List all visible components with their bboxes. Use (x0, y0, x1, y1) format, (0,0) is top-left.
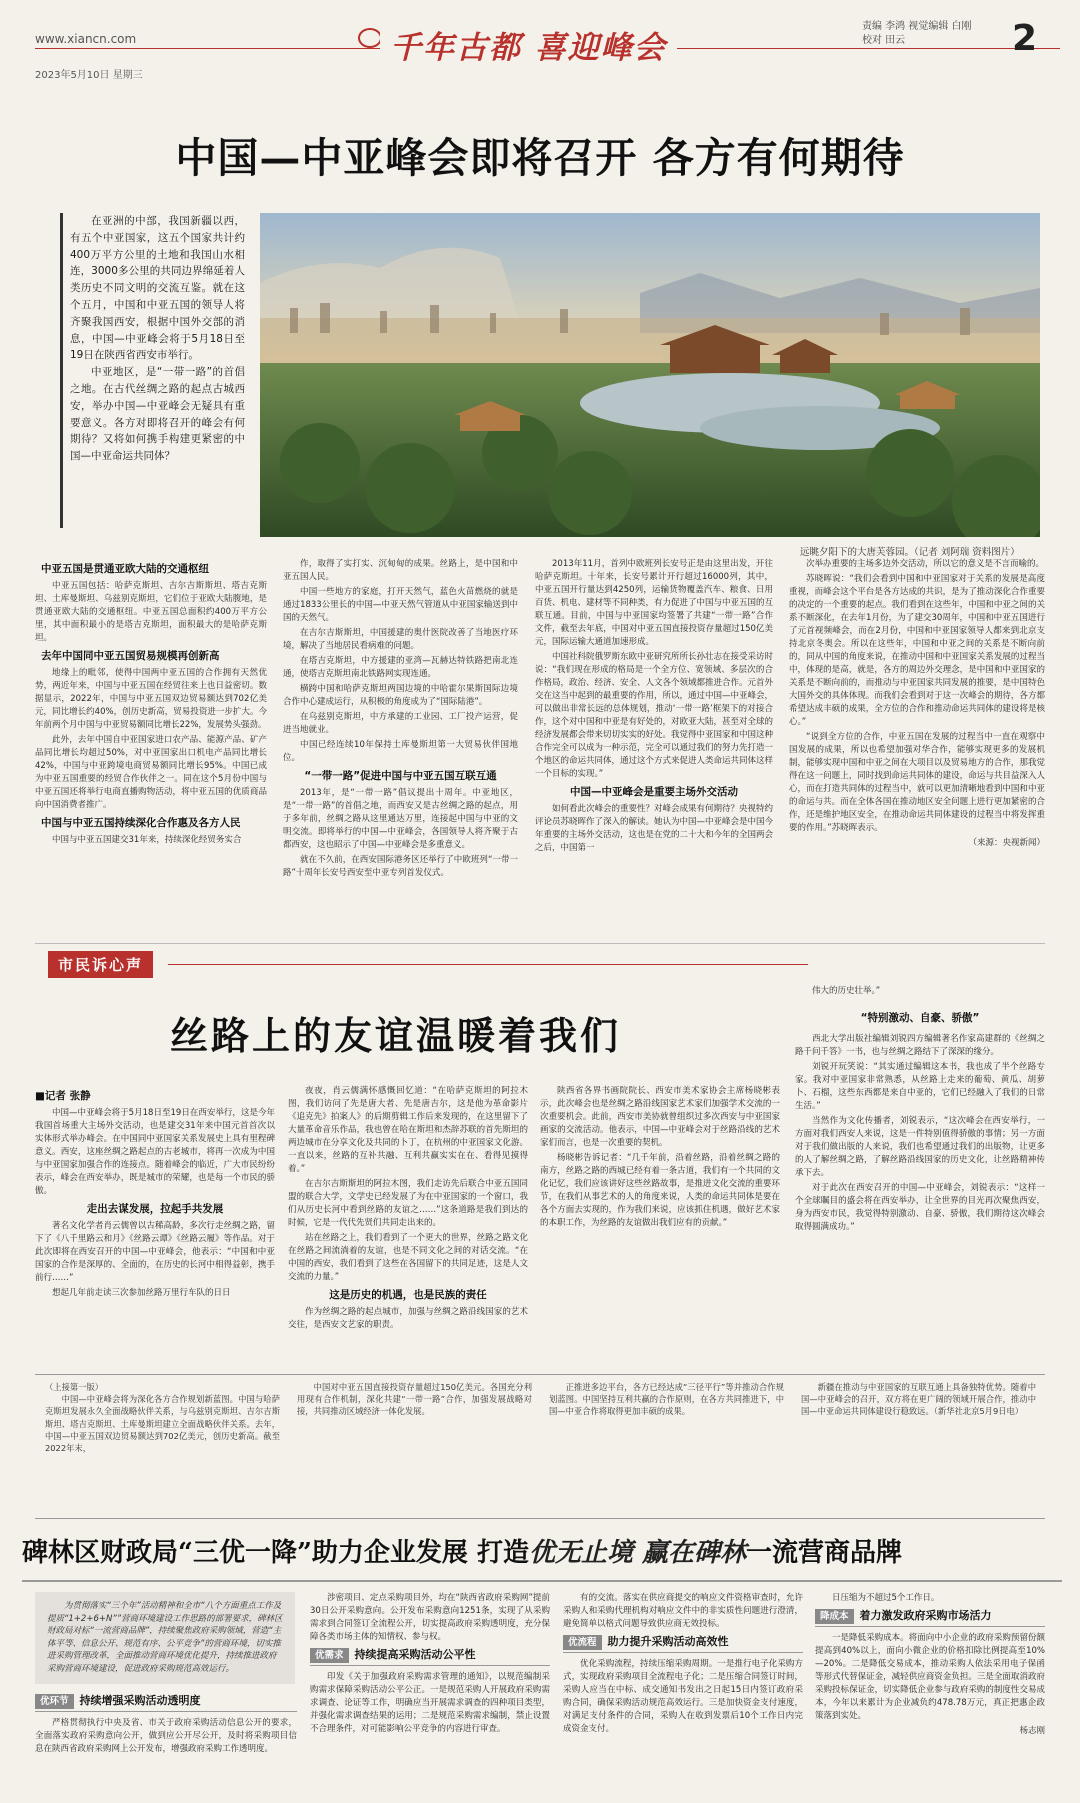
subheading: 中亚五国是贯通亚欧大陆的交通枢纽 (41, 563, 209, 575)
paragraph: 作为丝绸之路的起点城市，加强与丝绸之路沿线国家的艺术交往，是西安文艺家的职责。 (288, 1307, 528, 1330)
subheading: 中国与中亚五国持续深化合作惠及各方人民 (41, 817, 241, 829)
lead-column-2 (283, 558, 518, 936)
site-url[interactable]: www.xiancn.com (35, 32, 137, 46)
paragraph: 此外，去年中国自中亚国家进口农产品、能源产品、矿产品同比增长均超过50%，对中亚国家出口机电产品同比增长42%，中国与中亚跨境电商贸易额同比增长95%。中国已成为中亚五国重要的经贸合作伙伴之一。同在这个5月份中国与中亚五国还将举行电商直播购物活动，将中亚五国的优质商品向中国消费者推广。 (35, 735, 267, 810)
continuation-column-3 (549, 1381, 784, 1511)
paragraph: 在乌兹别克斯坦，中方承建的工业园、工厂投产运营，促进当地就业。 (283, 712, 518, 735)
ad-column-2 (310, 1592, 550, 1800)
ad-subheading (815, 1609, 1045, 1627)
paragraph: 涉密项目、定点采购项目外，均在“陕西省政府采购网”提前30日公开采购意向。公开发布采购意向1251条，实现了从采购需求到合同签订全流程公开，切实提高政府采购透明度，充分保障各类市场主体的知情权、参与权。 (310, 1593, 550, 1642)
subheading: 中国—中亚峰会是重要主场外交活动 (570, 786, 738, 798)
paragraph: 日压缩为不超过5个工作日。 (832, 1593, 940, 1603)
voices-column-2 (288, 1085, 528, 1367)
ad-tag: 优需求 (310, 1648, 349, 1663)
paragraph: 苏晓晖说：“我们会看到中国和中亚国家对于关系的发展是高度重视，而峰会这个平台是各方达成的共识，是为了推动深化合作重要的决定的一个重要的起点。我们看到在这些年，中国和中亚之间的关系不断深化，在去年1月份，为了建交30周年，中国和中亚五国进行了元首视频峰会，而在2月份，中国和中亚国家领导人都来到北京支持北京冬奥会。所以在这些年，中国和中亚之间的关系是不断向前的，同从中国的角度来说，在推动中国和中亚国家关系发展的过程当中，体现的是高，就是，各方的周边外交理念，是中国和中亚国家的关系是不断向前的，而推动与中亚国家共同发展的推要，是中国特色大国外交的具体体现。而我们会看到对于这一次峰会的期待，各方都希望达成丰硕的成果，全方位的合作和推动命运共同体的建设将是核心。” (789, 574, 1045, 727)
continuation-block (35, 1374, 1045, 1519)
paragraph: 就在不久前，在西安国际港务区还举行了中欧班列“一带一路”十周年长安号西安至中亚专列首发仪式。 (283, 855, 518, 878)
intro-paragraph: 为贯彻落实“三个年”活动精神和全市“八个方面重点工作及提质“1+2+6+N””营商环境建设工作思路的部署要求，碑林区财政局对标“一流营商品牌”，持续聚焦政府采购领域，营造“主体平等、信息公开、规范有序、公平竞争”的营商环境，切实推进采购管理改革，全面推动营商环境优化提升，持续推进政府采购营商环境建设，促进政府采购规范高效运行。 (47, 1601, 283, 1674)
ad-tag: 优环节 (35, 1694, 74, 1709)
photo-caption: 远眺夕阳下的大唐芙蓉园。（记者 刘阿瑞 资料图片） (800, 547, 1020, 558)
ad-tag-title: 持续增强采购活动透明度 (79, 1694, 201, 1707)
paragraph: 印发《关于加强政府采购需求管理的通知》，以规范编制采购需求保障采购活动公平公正。一是规范采购人开展政府采购需求调查、论证等工作，明确应当开展需求调查的四种项目类型，并强化需求调查结果的运用；二是规范采购需求编制，禁止设置不合理条件，对可能影响公平竞争的内容进行审查。 (310, 1672, 550, 1734)
paragraph: 新疆在推动与中亚国家的互联互通上具备独特优势。随着中国—中亚峰会的召开，双方将在更广阔的领域开展合作，推动中国—中亚命运共同体建设行稳致远。（新华社北京5月9日电） (801, 1382, 1036, 1417)
editor-credits: 责编 李鸿 视觉编辑 白刚 校对 田云 (862, 21, 972, 46)
lead-headline: 中国—中亚峰会即将召开 各方有何期待 (175, 134, 905, 182)
ad-headline-part: 碑林区财政局“三优一降”助力企业发展 打造 (22, 1538, 529, 1568)
intro-paragraph: 中亚地区，是“一带一路”的首倡之地。在古代丝绸之路的起点古城西安，举办中国—中亚峰会无疑具有重要意义。各方对即将召开的峰会有何期待？又将如何携手构建更紧密的中国—中亚命运共同体？ (70, 366, 245, 463)
ad-tag-title: 着力激发政府采购市场活力 (859, 1609, 992, 1622)
subheading: “一带一路”促进中国与中亚五国互联互通 (304, 770, 497, 782)
paragraph: 优化采购流程，持续压缩采购周期。一是推行电子化采购方式，实现政府采购项目全流程电子化；二是压缩合同签订时间，采购人应当在中标、成交通知书发出之日起15日内签订政府采购合同，确保采购活动规范高效运行。三是加快资金支付速度，对满足支付条件的合同，采购人在收到发票后10个工作日内完成资金支付。 (563, 1659, 803, 1734)
paragraph: 中国—中亚峰会将为深化各方合作规划新蓝图。中国与哈萨克斯坦发展永久全面战略伙伴关系，与乌兹别克斯坦、吉尔吉斯斯坦、塔吉克斯坦、土库曼斯坦建立全面战略伙伴关系。去年，中国—中亚五国双边贸易额达到702亿美元，创历史新高。截至2022年末， (45, 1394, 280, 1454)
intro-paragraph: 在亚洲的中部，我国新疆以西，有五个中亚国家，这五个国家共计约400万平方公里的土地和我国山水相连，3000多公里的共同边界绵延着人类历史不同文明的交流互鉴。就在这个五月，中国和中亚五国的领导人将齐聚我国西安，根据中国外交部的消息，中国—中亚峰会将于5月18日至19日在陕西省西安市举行。 (70, 215, 245, 362)
lead-column-4 (789, 558, 1045, 936)
paragraph: 陕西省各界书画院院长、西安市美术家协会主席杨晓彬表示，此次峰会也是丝绸之路沿线国家艺术家们加强学术交流的一次重要机会。此前，西安市美协就曾组织过多次西安与中亚国家画家的交流活动。他表示，中国—中亚峰会对于丝路沿线的艺术家们而言，也是一次重要的契机。 (540, 1086, 780, 1148)
ad-intro-box (35, 1592, 295, 1684)
voices-column-4 (795, 985, 1045, 1367)
paragraph: 严格贯彻执行中央及省、市关于政府采购活动信息公开的要求，全面落实政府采购意向公开，做到应公开尽公开，及时将采购项目信息在陕西省政府采购网上公开发布，增强政府采购工作透明度。 (35, 1718, 297, 1754)
subheading: 去年中国同中亚五国贸易规模再创新高 (41, 650, 220, 662)
lead-photo (260, 213, 1040, 537)
page-number: 2 (1012, 18, 1038, 59)
section-tag: 市民诉心声 (48, 951, 153, 978)
paragraph: 想起几年前走读三次参加丝路万里行车队的日日 (52, 1288, 231, 1298)
subheading: 走出去谋发展，拉起手共发展 (86, 1203, 224, 1215)
paragraph: 2013年11月，首列中欧班列长安号正是由这里出发，开往哈萨克斯坦。十年来，长安号累计开行超过16000列，其中，中亚五国开行量达到4250列，运输货物覆盖汽车、粮食、日用百货、机电、建材等不同种类，有力促进了中国与中亚五国的互联互通。目前，中国与中亚国家均签署了共建“一带一路”合作文件，截至去年底，中国对中亚五国直接投资存量超过150亿美元，国际运输大通道加速形成。 (535, 559, 773, 647)
paragraph: “说到全方位的合作，中亚五国在发展的过程当中一直在观察中国发展的成果，所以也希望加强对华合作，能够实现更多的发展机制，能够实现中国和中亚之间在大项目以及贸易地方的合作，那我觉得在这一问题上，同时找到命运共同体的建设，命运与共目益深入人心，而在打造共同体的过程当中，就可以更加清晰地看到中国和中亚的命运与共。而在全体各国在推动地区安全问题上进行更加紧密的合作，还是维护地区安全，在推动命运共同体建设的过程当中将发挥重要的作用。”苏晓晖表示。 (789, 732, 1045, 833)
ad-subheading (35, 1694, 297, 1712)
paragraph: 当然作为文化传播者，刘锐表示，“这次峰会在西安举行，一方面对我们西安人来说，这是一件特别值得骄傲的事情；另一方面对于我们做出版的人来说，我们也希望通过我们的出版物，让更多的人了解丝绸之路，了解丝路沿线国家的历史文化，让丝路精神传承下去。 (795, 1116, 1045, 1178)
masthead (0, 0, 1080, 80)
continuation-label: （上接第一版） (45, 1382, 104, 1392)
paragraph: 一是降低采购成本。将面向中小企业的政府采购预留份额提高到40%以上，面向小微企业的价格扣除比例提高至10%—20%。二是降低交易成本，推动采购人依法采用电子保函等形式代替保证金，减轻供应商资金负担。三是全面取消政府采购投标保证金，切实降低企业参与政府采购的制度性交易成本，今年以来累计为企业减负约478.78万元，真正把惠企政策落到实处。 (815, 1633, 1045, 1721)
paragraph: 中国对中亚五国直接投资存量超过150亿美元。各国充分利用现有合作机制，深化共建“一带一路”合作，加强发展战略对接，共同推动区域经济一体化发展。 (297, 1382, 532, 1417)
paragraph: 站在丝路之上，我们看到了一个更大的世界，丝路之路文化在丝路之间流淌着的友谊，也是不同文化之间的对话交流。“在中国的西安，我们看到了这些在各国留下的共同足迹，这是人文交流的力量。” (288, 1233, 528, 1282)
lead-column-1 (35, 558, 267, 936)
paragraph: 如何看此次峰会的重要性？对峰会成果有何期待？央视特约评论员苏晓晖作了深入的解读。她认为中国—中亚峰会是中国今年重要的主场外交活动，这也是在党的二十大和今年的全国两会之后，中国第一 (535, 804, 773, 853)
ad-rule (22, 1580, 1062, 1582)
paragraph: 横跨中国和哈萨克斯坦两国边境的中哈霍尔果斯国际边境合作中心建成运行，从积极的角度成为了“国际陆港”。 (283, 684, 518, 707)
paragraph: 中国社科院俄罗斯东欧中亚研究所所长孙壮志在接受采访时说：“我们现在形成的格局是一个全方位、宽领域、多层次的合作格局，政治、经济、安全、人文各个领域都推进合作。元首外交在这当中起到的最重要的作用，所以，通过中国—中亚峰会，可以做出非常长远的总体规划，推动‘一带一路’框架下的对接合作，这个对中国和中亚是有好处的，对欧亚大陆，甚至对全球的经济发展都会带来切切实实的好处。我觉得中亚国家和中国这种合作完全可以成为一种示范，完全可以通过我们的努力先打造一个地区的命运共同体，通过这个方式来促进人类命运共同体这样一个目标的实现。” (535, 652, 773, 779)
paragraph: 中国—中亚峰会将于5月18日至19日在西安举行，这是今年我国首场重大主场外交活动，也是建交31年来中国元首首次以实体形式举办峰会。在中国同中亚国家关系发展史上具有里程碑意义。西安，这座丝绸之路起点的古老城市，将再一次成为中国与中亚国家加强合作的连接点。随着峰会的临近，广大市民纷纷表示，峰会在西安举办，既是城市的荣耀，也是每一个市民的骄傲。 (35, 1108, 275, 1196)
ad-tag: 降成本 (815, 1609, 854, 1624)
source-note: （来源：央视新闻） (968, 838, 1045, 848)
ad-headline-part: 一流营商品牌 (746, 1538, 903, 1568)
paragraph: 次举办重要的主场多边外交活动，所以它的意义是不言而喻的。 (806, 559, 1045, 569)
voices-column-1 (35, 1085, 275, 1367)
section-title: 千年古都 喜迎峰会 (380, 22, 677, 72)
paragraph: 著名文化学者肖云儒曾以古稀高龄，多次行走丝绸之路，留下了《八千里路云和月》《丝路云谭》《丝路云履》等作品。对于此次即将在西安召开的中国—中亚峰会，他表示：“中国和中亚国家的合作是深厚的、全面的，在历史的长河中相得益彰，携手前行……” (35, 1221, 275, 1283)
lead-intro (60, 213, 245, 528)
paragraph: 中国已经连续10年保持土库曼斯坦第一大贸易伙伴国地位。 (283, 740, 518, 763)
paragraph: 有的交流。落实在供应商提交的响应文件资格审查时，允许采购人和采购代理机构对响应文件中的非实质性问题进行澄清，避免简单以格式问题导致供应商无效投标。 (563, 1593, 803, 1629)
ad-column-4 (815, 1592, 1045, 1800)
paragraph: 夜夜，肖云儒满怀感慨回忆道：“在哈萨克斯坦的阿拉木图，我们访问了先是唐大者、先是唐吉尔，这是他为革命影片《追克先》拍案人》的后期剪辑工作后来发现的，在这里留下了大量革命音乐作品，我也曾在哈在斯坦和杰辞苏联的首先斯坦的两边城市在分享文化及共同的卜丁，在杭州的中亚国家文化游。一直以来，丝路的互补共融、互利共赢实实在在、看得见摸得着。” (288, 1086, 528, 1174)
ad-headline-slogan: 优无止境 赢在碑林 (528, 1538, 747, 1568)
byline: ■记者 张静 (35, 1090, 91, 1102)
continuation-column-4 (801, 1381, 1036, 1511)
voices-column-3 (540, 1085, 780, 1367)
paragraph: 中国与中亚五国建交31年来，持续深化经贸务实合 (52, 835, 242, 845)
paragraph: 作，取得了实打实、沉甸甸的成果。丝路上，是中国和中亚五国人民。 (283, 559, 518, 582)
paragraph: 在吉尔吉斯斯坦，中国援建的奥什医院改善了当地医疗环境，解决了当地居民看病难的问题。 (283, 628, 518, 651)
intro-bar (60, 213, 63, 528)
paragraph: 正推进多边平台，各方已经达成“三径平行”等并推动合作规划蓝图。中国坚持互利共赢的合作原则，在各方共同推进下，中国—中亚合作将取得更加丰硕的成果。 (549, 1382, 784, 1417)
paragraph: 中国一些地方的家庭，打开天然气，蓝色火苗燃烧的就是通过1833公里长的中国—中亚天然气管道从中亚国家输送到中国的天然气。 (283, 587, 518, 623)
continuation-column-1 (45, 1381, 280, 1511)
ad-column-3 (563, 1592, 803, 1800)
section-divider (35, 943, 1045, 944)
subheading: “特别激动、自豪、骄傲” (860, 1012, 980, 1024)
continuation-column-2 (297, 1381, 532, 1511)
paragraph: 地缘上的毗邻，使得中国两中亚五国的合作拥有天然优势，两近年来，中国与中亚五国在经贸往来上也日益密切。数据显示，2022年，中国与中亚五国双边贸易额达到702亿美元，同比增长约40%，创历史新高，贸易投资进一步扩大。今年前两个月中国与中亚贸易额同比增长22%，发展势头强劲。 (35, 668, 267, 730)
ad-column-1 (35, 1690, 297, 1800)
paragraph: 2013年，是“一带一路”倡议提出十周年。中亚地区，是“一带一路”的首倡之地，而西安又是古丝绸之路的起点，用于多年前，丝绸之路从这里通达万里，连接起中国与中亚的文明交流。即将举行的中国—中亚峰会，各国领导人将齐聚于古都西安，这也昭示了中国—中亚峰会是多重意义。 (283, 788, 518, 850)
lead-column-3 (535, 558, 773, 936)
paragraph: 杨晓彬告诉记者：“几千年前，沿着丝路，沿着丝绸之路的南方，丝路之路的西城已经有着一条古道，我们有一个共同的文化记忆，我们应该讲好这些丝路故事，是推进文化交流的重要环节，在我们从事艺术的人的角度来说，人类的命运共同体是要在各个方面去实现的，作为我们来说，应该抓住机遇，做好艺术家的本职工作，为丝路的友谊做出我们应有的贡献。” (540, 1153, 780, 1228)
paragraph: 刘锐开玩笑说：“其实通过编辑这本书，我也成了半个丝路专家。我对中亚国家非常熟悉，从丝路上走来的葡萄、黄瓜、胡萝卜、石榴，这些东西都是来自中亚的，它们已经融入了我们的日常生活。” (795, 1062, 1045, 1111)
ad-tag-title: 持续提高采购活动公平性 (354, 1648, 476, 1661)
ad-tag-title: 助力提升采购活动高效性 (607, 1635, 729, 1648)
ad-subheading (563, 1635, 803, 1653)
photo-illustration (260, 213, 1040, 537)
issue-date: 2023年5月10日 星期三 (35, 70, 143, 81)
subheading: 这是历史的机遇，也是民族的责任 (329, 1289, 487, 1301)
paragraph: 在吉尔吉斯斯坦的阿拉木图，我们走访先后联合中亚五国同盟的联合大学，文学史已经发展了为在中亚国家的一个窗口，我们从历史长河中看到丝路的友谊之……”这条道路是我们到达的时候，它是一代代先贤们共同走出来的。 (288, 1179, 528, 1228)
paragraph: 西北大学出版社编辑刘锐四方编辑著名作家高建群的《丝绸之路千问千答》一书，也与丝绸之路结下了深深的缘分。 (795, 1034, 1045, 1057)
ad-headline (22, 1532, 1062, 1569)
paragraph: 中亚五国包括：哈萨克斯坦、吉尔吉斯斯坦、塔吉克斯坦、土库曼斯坦、乌兹别克斯坦，它们位于亚欧大陆腹地，是贯通亚欧大陆的交通枢纽。中亚五国总面积约400万平方公里，其中面积最小的是塔吉克斯坦，面积最大的是哈萨克斯坦。 (35, 581, 267, 643)
paragraph: 在塔吉克斯坦，中方援建的亚湾—瓦赫达特铁路把南北连通，使塔吉克斯坦南北铁路网实现连通。 (283, 656, 518, 679)
voices-headline: 丝路上的友谊温暖着我们 (170, 1013, 622, 1058)
section-tag-rule (168, 964, 808, 965)
author: 杨志刚 (1019, 1726, 1045, 1736)
paragraph: 对于此次在西安召开的中国—中亚峰会，刘锐表示：“这样一个全球瞩目的盛会将在西安举办，让全世界的目光再次聚焦西安，身为西安市民，我觉得特别激动、自豪、骄傲，我们期待这次峰会取得圆满成功。” (795, 1183, 1045, 1232)
ad-subheading (310, 1648, 550, 1666)
ad-tag: 优流程 (563, 1635, 602, 1650)
paragraph: 伟大的历史壮举。” (812, 986, 881, 996)
auspicious-cloud-icon (358, 28, 382, 48)
